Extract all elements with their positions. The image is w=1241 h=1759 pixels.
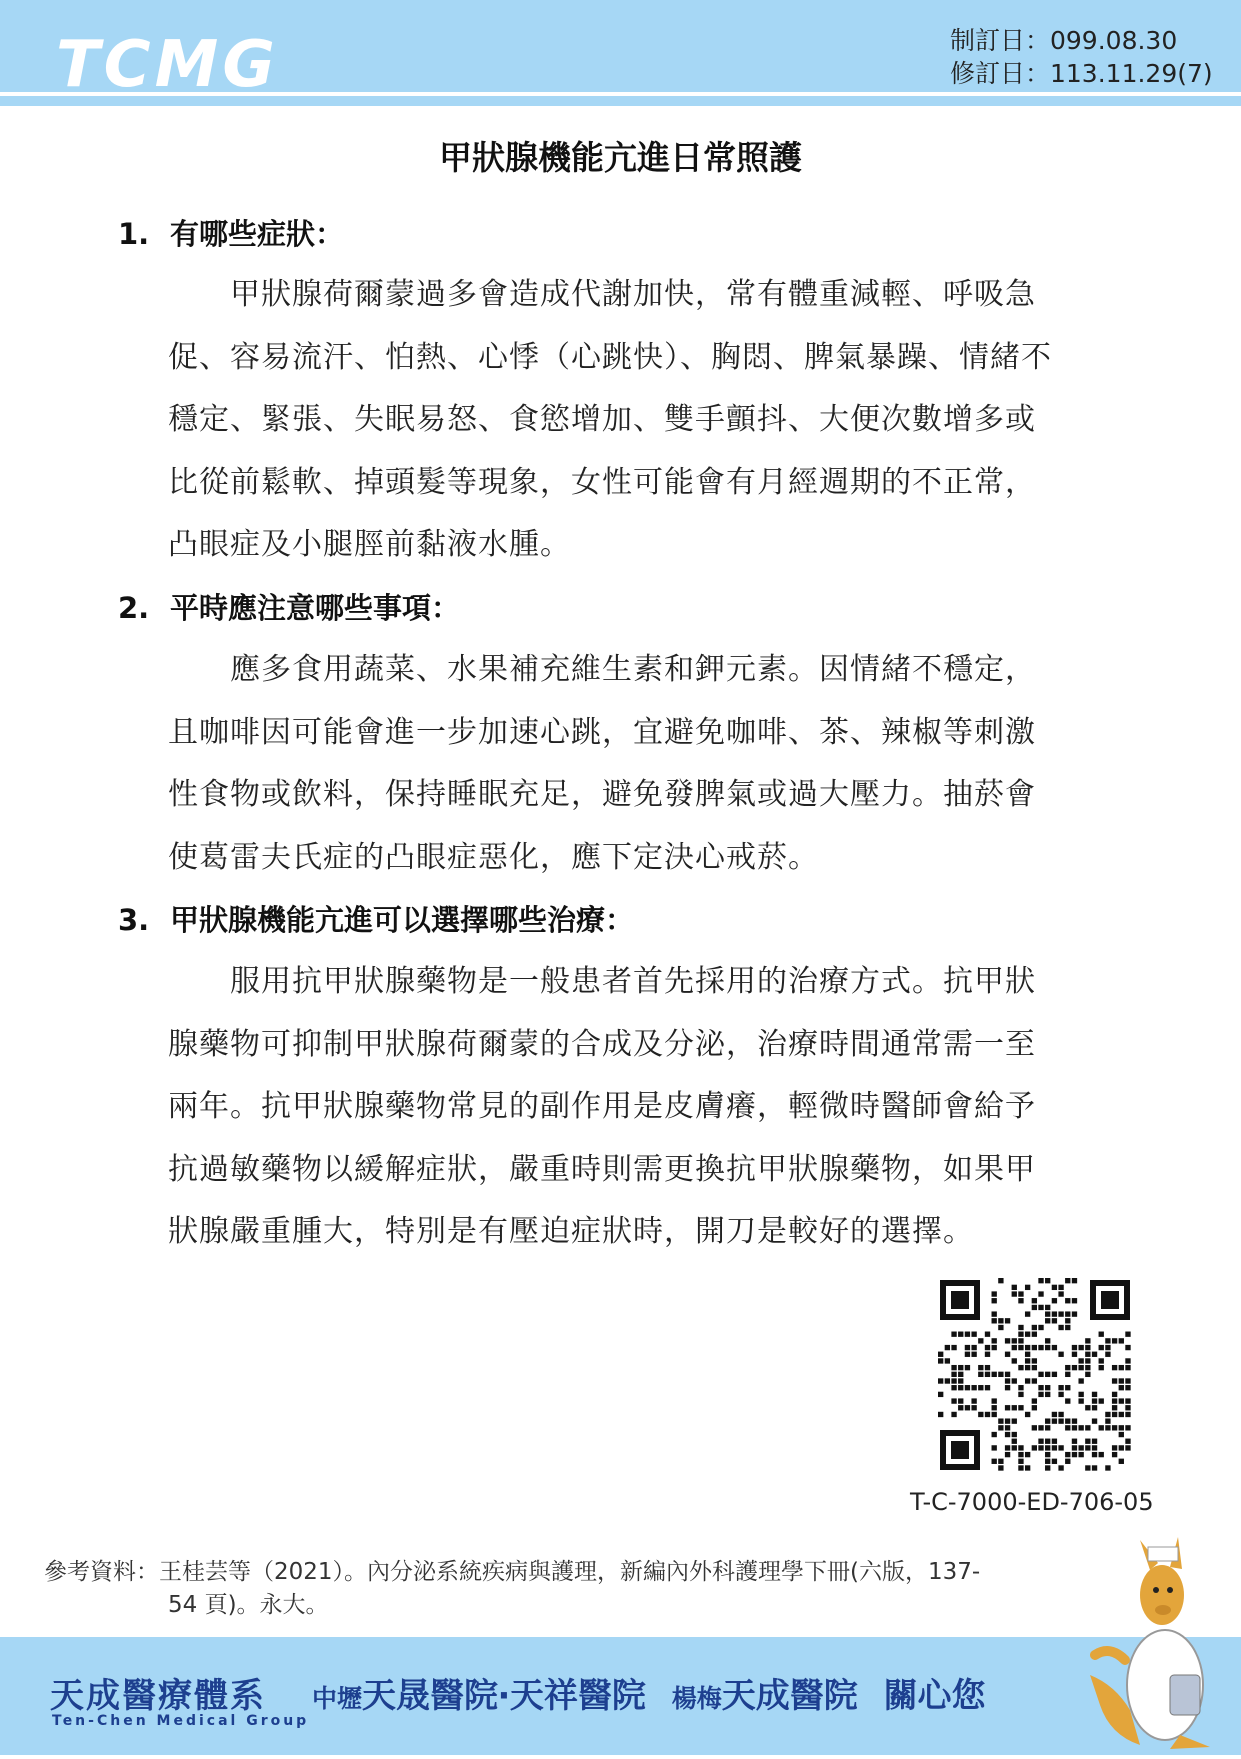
section-number: 1. bbox=[118, 217, 150, 251]
body-line: 凸眼症及小腿脛前黏液水腫。 bbox=[168, 527, 571, 562]
qr-code-icon[interactable] bbox=[938, 1278, 1132, 1472]
body-line: 腺藥物可抑制甲狀腺荷爾蒙的合成及分泌，治療時間通常需一至 bbox=[168, 1026, 1036, 1062]
body-line: 甲狀腺荷爾蒙過多會造成代謝加快，常有體重減輕、呼吸急 bbox=[168, 277, 1036, 312]
hospital-names: 天晟醫院‧天祥醫院 bbox=[362, 1676, 646, 1716]
hospital-name: 天成醫院 bbox=[721, 1676, 858, 1716]
group-name: 天成醫療體系 bbox=[50, 1676, 266, 1716]
body-line: 服用抗甲狀腺藥物是一般患者首先採用的治療方式。抗甲狀 bbox=[168, 964, 1036, 999]
page-title: 甲狀腺機能亢進日常照護 bbox=[439, 138, 802, 177]
created-date: 制訂日：099.08.30 bbox=[950, 26, 1178, 55]
section-1-heading bbox=[118, 212, 344, 253]
kangaroo-doctor-mascot-icon bbox=[1070, 1535, 1220, 1755]
tcmg-logo: TCMG bbox=[56, 28, 279, 102]
body-line: 促、容易流汗、怕熱、心悸（心跳快）、胸悶、脾氣暴躁、情緒不 bbox=[168, 339, 1052, 375]
revised-date: 修訂日：113.11.29(7) bbox=[950, 59, 1213, 88]
document-code: T-C-7000-ED-706-05 bbox=[910, 1488, 1154, 1516]
section-title: 平時應注意哪些事項： bbox=[170, 591, 461, 625]
body-line: 性食物或飲料，保持睡眠充足，避免發脾氣或過大壓力。抽菸會 bbox=[168, 777, 1036, 812]
section-2-heading bbox=[118, 586, 460, 627]
body-line: 且咖啡因可能會進一步加速心跳，宜避免咖啡、茶、辣椒等刺激 bbox=[168, 714, 1036, 750]
location-label: 楊梅 bbox=[671, 1684, 722, 1713]
section-title: 有哪些症狀： bbox=[170, 217, 345, 251]
section-number: 3. bbox=[118, 903, 150, 937]
body-line: 兩年。抗甲狀腺藥物常見的副作用是皮膚癢，輕微時醫師會給予 bbox=[168, 1089, 1036, 1124]
body-line: 使葛雷夫氏症的凸眼症惡化，應下定決心戒菸。 bbox=[168, 839, 819, 875]
body-line: 抗過敏藥物以緩解症狀，嚴重時則需更換抗甲狀腺藥物，如果甲 bbox=[168, 1151, 1036, 1187]
group-name-en: Ten-Chen Medical Group bbox=[52, 1713, 310, 1729]
section-3-heading bbox=[118, 898, 634, 939]
location-label: 中壢 bbox=[312, 1684, 363, 1713]
section-1-body bbox=[168, 264, 1128, 577]
section-3-body bbox=[168, 951, 1128, 1264]
reference-line: 參考資料：王桂芸等（2021）。內分泌系統疾病與護理，新編內外科護理學下冊(六版，137- bbox=[44, 1559, 981, 1585]
slogan: 關心您 bbox=[883, 1676, 986, 1716]
body-line: 狀腺嚴重腫大，特別是有壓迫症狀時，開刀是較好的選擇。 bbox=[168, 1214, 974, 1249]
section-2-body bbox=[168, 639, 1128, 889]
hospital-list bbox=[312, 1668, 986, 1717]
body-line: 穩定、緊張、失眠易怒、食慾增加、雙手顫抖、大便次數增多或 bbox=[168, 402, 1036, 437]
section-number: 2. bbox=[118, 591, 150, 625]
section-title: 甲狀腺機能亢進可以選擇哪些治療： bbox=[170, 903, 635, 937]
body-line: 比從前鬆軟、掉頭髮等現象，女性可能會有月經週期的不正常， bbox=[168, 464, 1036, 500]
reference-line: 54 頁)。永大。 bbox=[168, 1592, 329, 1618]
document-dates bbox=[950, 24, 1213, 90]
body-line: 應多食用蔬菜、水果補充維生素和鉀元素。因情緒不穩定， bbox=[168, 652, 1036, 687]
reference bbox=[44, 1556, 1064, 1622]
